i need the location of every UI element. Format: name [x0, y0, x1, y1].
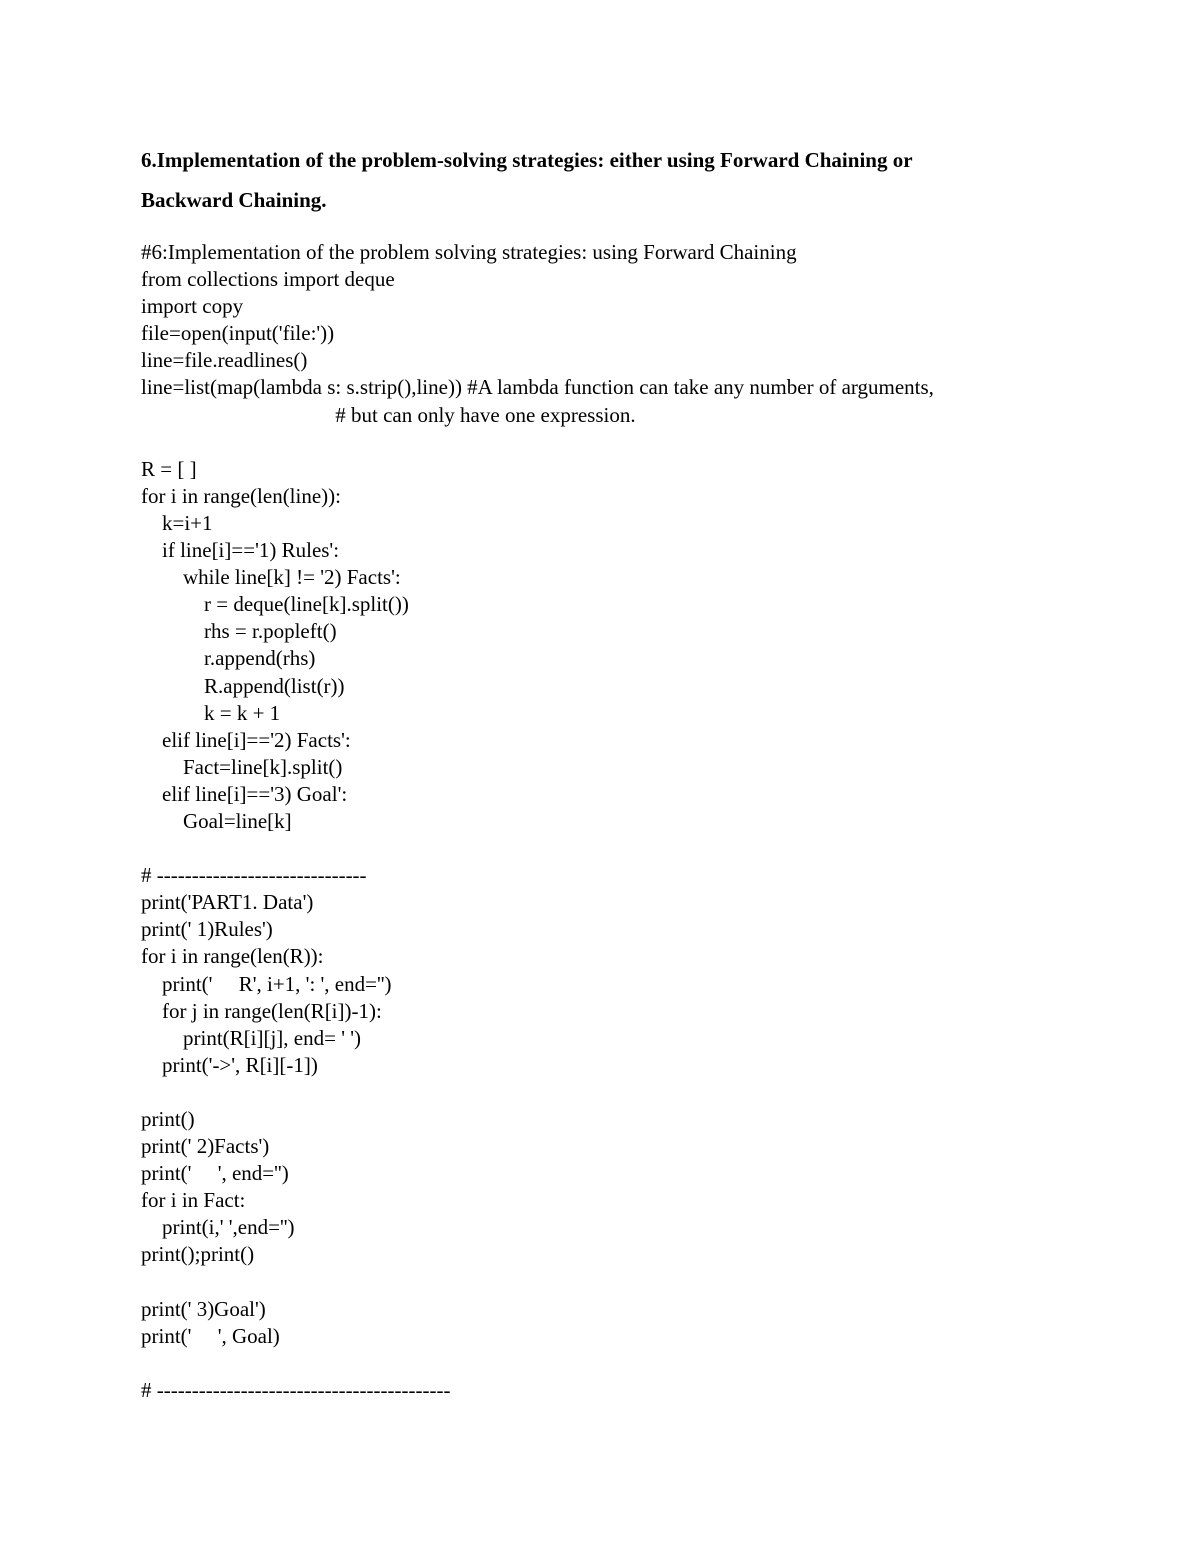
code-line — [141, 429, 1141, 456]
code-line: rhs = r.popleft() — [141, 619, 337, 644]
code-line: print(' 3)Goal') — [141, 1296, 266, 1321]
code-line: while line[k] != '2) Facts': — [141, 565, 401, 590]
code-line: print(R[i][j], end= ' ') — [141, 1025, 362, 1050]
code-line: print(' ', Goal) — [141, 1323, 280, 1348]
code-line: for i in Fact: — [141, 1188, 246, 1213]
code-line: Goal=line[k] — [141, 808, 292, 833]
code-line: r = deque(line[k].split()) — [141, 592, 409, 617]
code-line: if line[i]=='1) Rules': — [141, 538, 340, 563]
code-line: print() — [141, 1107, 195, 1131]
heading-line-2: Backward Chaining. — [141, 188, 327, 212]
code-line: from collections import deque — [141, 267, 395, 292]
code-line: for j in range(len(R[i])-1): — [141, 998, 382, 1023]
code-line: k=i+1 — [141, 510, 213, 535]
code-line: print('->', R[i][-1]) — [141, 1052, 318, 1077]
code-line: for i in range(len(R)): — [141, 944, 324, 969]
code-line: import copy — [141, 294, 244, 319]
code-line: line=file.readlines() — [141, 348, 308, 373]
code-line: line=list(map(lambda s: s.strip(),line)) #A lambda function can take any number of arguments, — [141, 375, 934, 400]
code-line — [141, 835, 1141, 862]
code-line: print(' 2)Facts') — [141, 1134, 270, 1159]
code-line — [141, 1269, 1141, 1296]
code-line: print(' 1)Rules') — [141, 917, 273, 942]
section-heading — [141, 140, 1081, 220]
code-block — [141, 239, 1141, 1404]
code-line: R.append(list(r)) — [141, 673, 345, 698]
code-line: k = k + 1 — [141, 700, 281, 725]
code-line: file=open(input('file:')) — [141, 321, 335, 346]
code-line: Fact=line[k].split() — [141, 754, 343, 779]
code-line: elif line[i]=='3) Goal': — [141, 781, 348, 806]
code-line: R = [ ] — [141, 456, 197, 481]
code-line: # but can only have one expression. — [141, 402, 636, 427]
code-line: r.append(rhs) — [141, 646, 316, 671]
code-line: print(' ', end='') — [141, 1161, 289, 1186]
code-line: print(i,' ',end='') — [141, 1215, 295, 1240]
code-line — [141, 1350, 1141, 1377]
code-line: elif line[i]=='2) Facts': — [141, 727, 351, 752]
code-line: print(' R', i+1, ': ', end='') — [141, 971, 392, 996]
code-line: print('PART1. Data') — [141, 890, 314, 915]
code-line: print();print() — [141, 1242, 255, 1267]
code-line: for i in range(len(line)): — [141, 483, 341, 508]
code-line: # ------------------------------ — [141, 863, 367, 888]
code-line — [141, 1079, 1141, 1106]
code-line: # ------------------------------------------ — [141, 1377, 451, 1402]
code-line: #6:Implementation of the problem solving strategies: using Forward Chaining — [141, 240, 797, 264]
heading-line-1: 6.Implementation of the problem-solving strategies: either using Forward Chaining or — [141, 148, 913, 172]
